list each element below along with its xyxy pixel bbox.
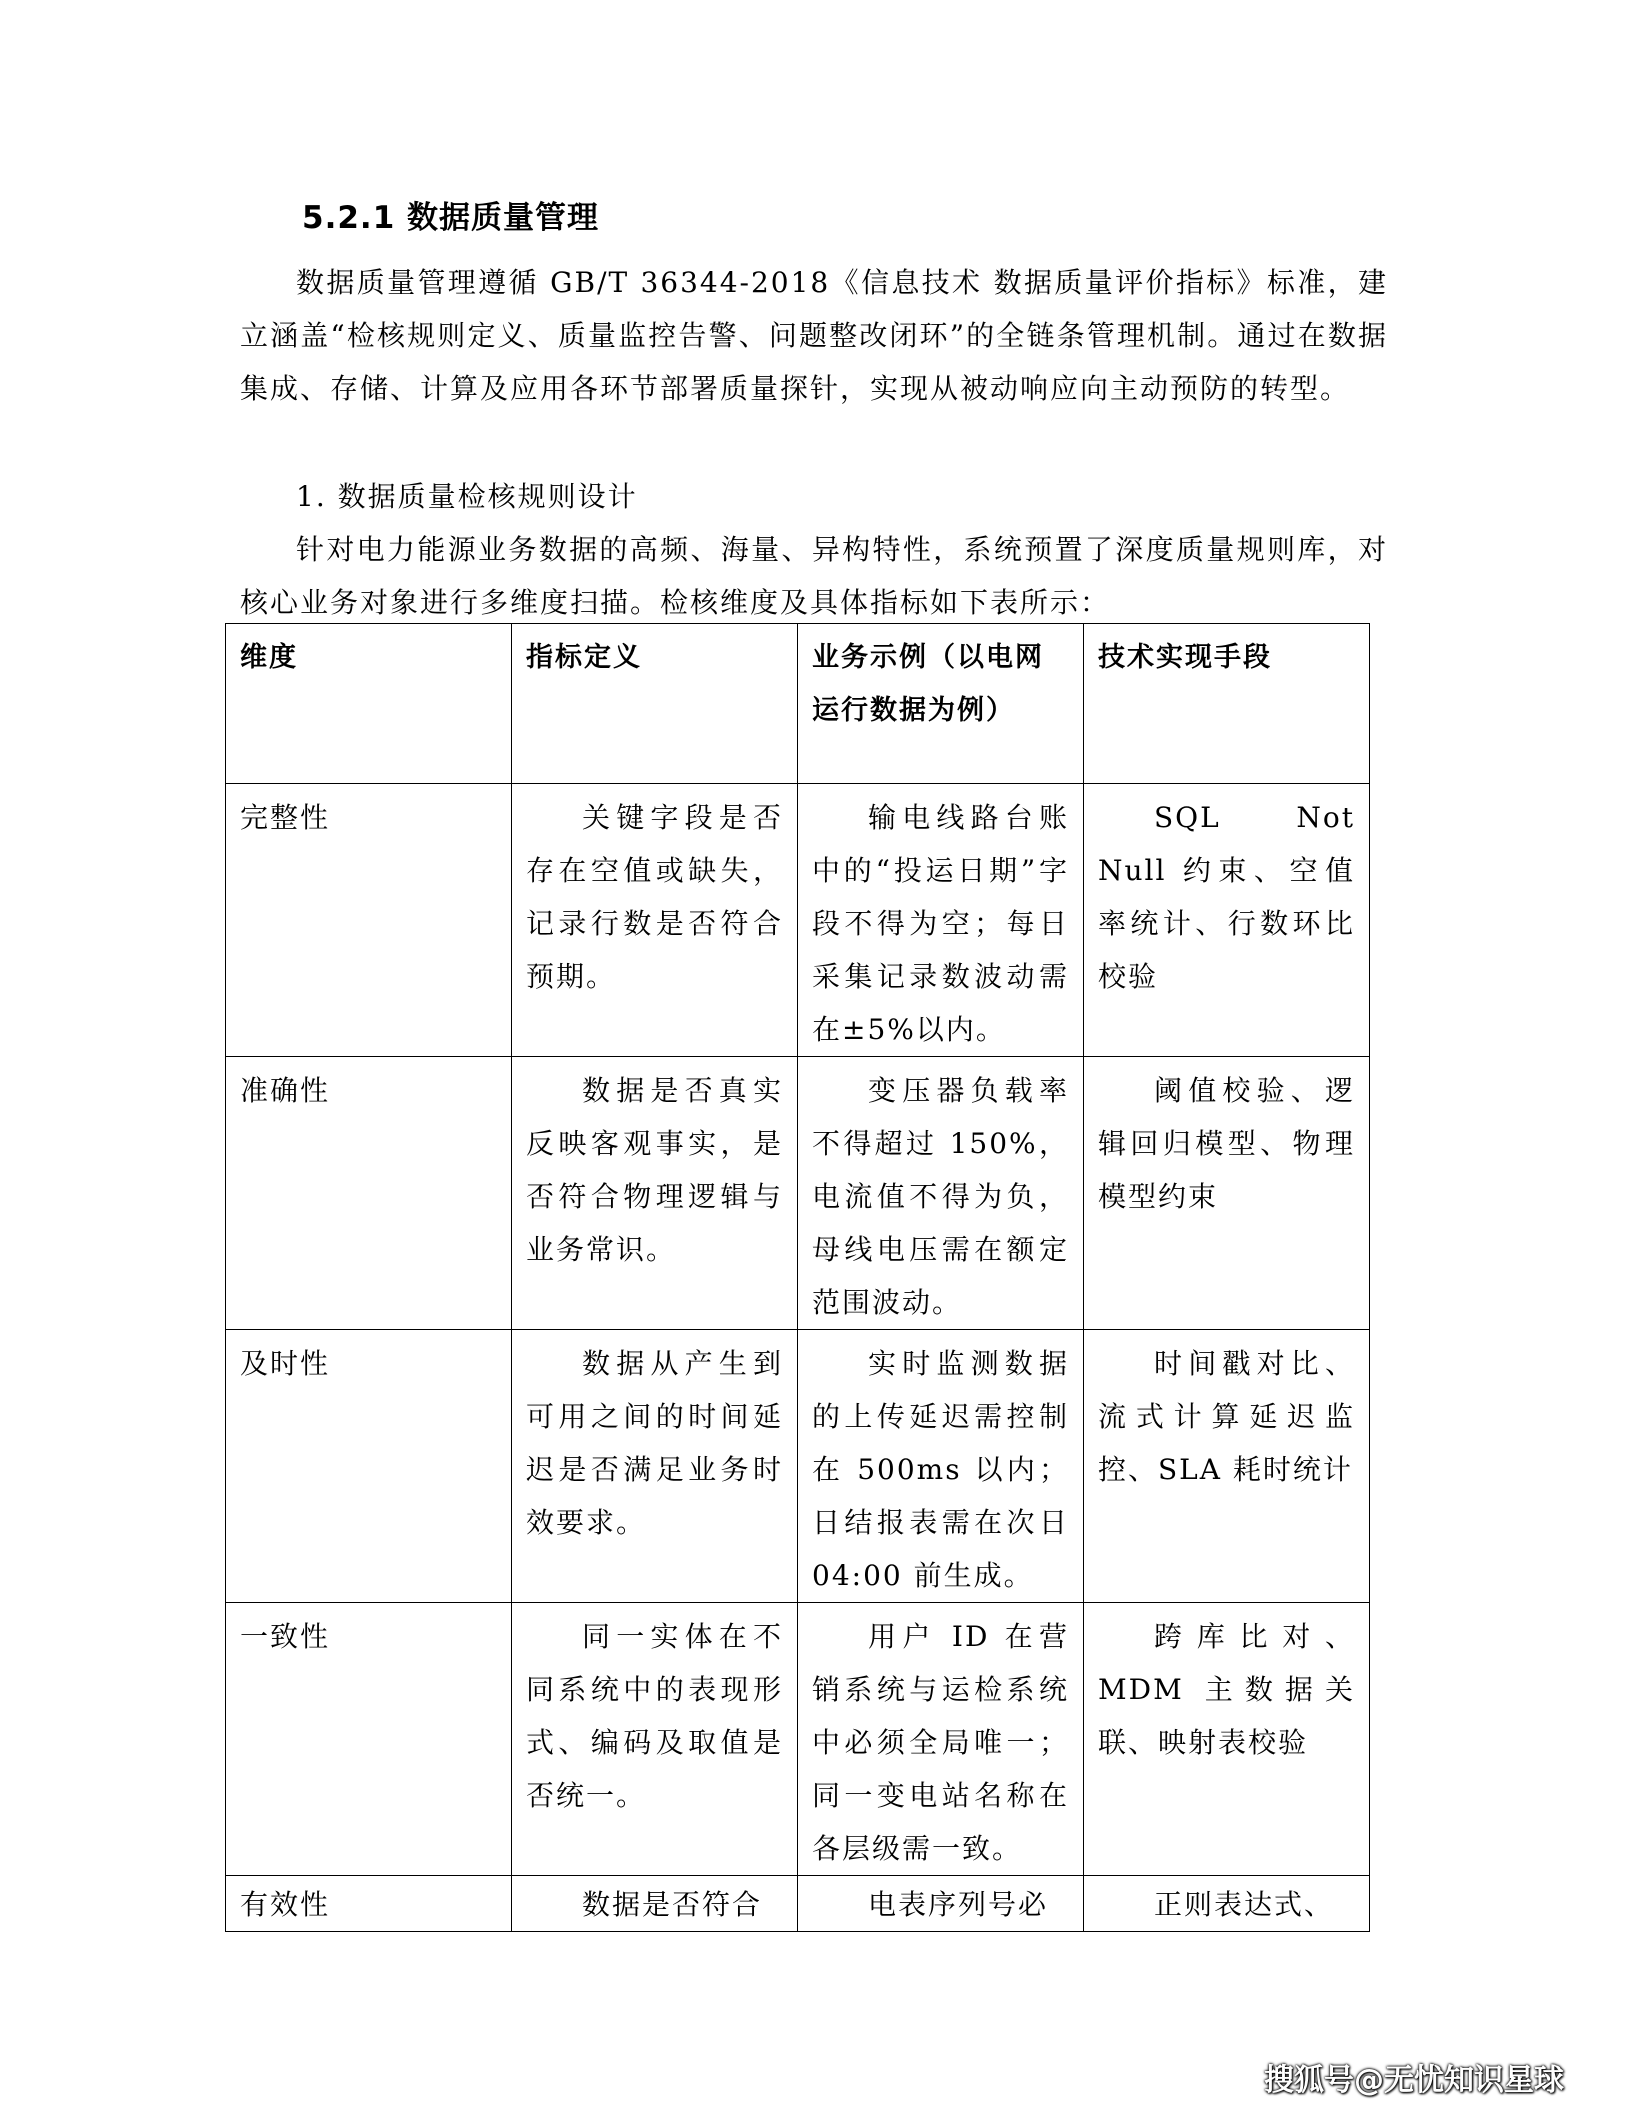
intro-paragraph: 数据质量管理遵循 GB/T 36344-2018《信息技术 数据质量评价指标》标准，建立涵盖“检核规则定义、质量监控告警、问题整改闭环”的全链条管理机制。通过在数据集成、存储、计算及应用各环节部署质量探针，实现从被动响应向主动预防的转型。	[240, 266, 1388, 405]
header-definition: 指标定义	[512, 624, 798, 784]
table-intro-paragraph: 针对电力能源业务数据的高频、海量、异构特性，系统预置了深度质量规则库，对核心业务对象进行多维度扫描。检核维度及具体指标如下表所示：	[240, 533, 1388, 619]
dimension-cell: 有效性	[226, 1876, 512, 1932]
technique-cell: 时间戳对比、流式计算延迟监控、SLA 耗时统计	[1084, 1330, 1370, 1603]
table-row	[226, 1330, 1370, 1603]
dimension-cell: 一致性	[226, 1603, 512, 1876]
dimension-cell: 准确性	[226, 1057, 512, 1330]
table-row	[226, 1057, 1370, 1330]
example-cell: 变压器负载率不得超过 150%，电流值不得为负，母线电压需在额定范围波动。	[798, 1057, 1084, 1330]
list-item-1: 1. 数据质量检核规则设计	[296, 480, 638, 513]
table-header-row	[226, 624, 1370, 784]
header-dimension: 维度	[226, 624, 512, 784]
header-technique: 技术实现手段	[1084, 624, 1370, 784]
source-watermark: 搜狐号@无忧知识星球	[1264, 2063, 1564, 2098]
header-example: 业务示例（以电网运行数据为例）	[798, 624, 1084, 784]
table-row	[226, 784, 1370, 1057]
example-cell: 实时监测数据的上传延迟需控制在 500ms 以内；日结报表需在次日 04:00 前生成。	[798, 1330, 1084, 1603]
example-cell: 用户 ID 在营销系统与运检系统中必须全局唯一；同一变电站名称在各层级需一致。	[798, 1603, 1084, 1876]
table-row	[226, 1876, 1370, 1932]
table-row	[226, 1603, 1370, 1876]
dimension-cell: 及时性	[226, 1330, 512, 1603]
definition-cell: 关键字段是否存在空值或缺失，记录行数是否符合预期。	[512, 784, 798, 1057]
example-cell: 电表序列号必	[798, 1876, 1084, 1932]
technique-cell: 跨库比对、MDM 主数据关联、映射表校验	[1084, 1603, 1370, 1876]
definition-cell: 数据是否符合	[512, 1876, 798, 1932]
example-cell: 输电线路台账中的“投运日期”字段不得为空；每日采集记录数波动需在±5%以内。	[798, 784, 1084, 1057]
dimension-cell: 完整性	[226, 784, 512, 1057]
definition-cell: 数据从产生到可用之间的时间延迟是否满足业务时效要求。	[512, 1330, 798, 1603]
definition-cell: 同一实体在不同系统中的表现形式、编码及取值是否统一。	[512, 1603, 798, 1876]
technique-cell: 阈值校验、逻辑回归模型、物理模型约束	[1084, 1057, 1370, 1330]
quality-dimensions-table	[225, 623, 1370, 1932]
technique-cell: 正则表达式、	[1084, 1876, 1370, 1932]
definition-cell: 数据是否真实反映客观事实，是否符合物理逻辑与业务常识。	[512, 1057, 798, 1330]
section-title: 5.2.1 数据质量管理	[302, 200, 600, 236]
technique-cell: SQL Not Null 约束、空值率统计、行数环比校验	[1084, 784, 1370, 1057]
